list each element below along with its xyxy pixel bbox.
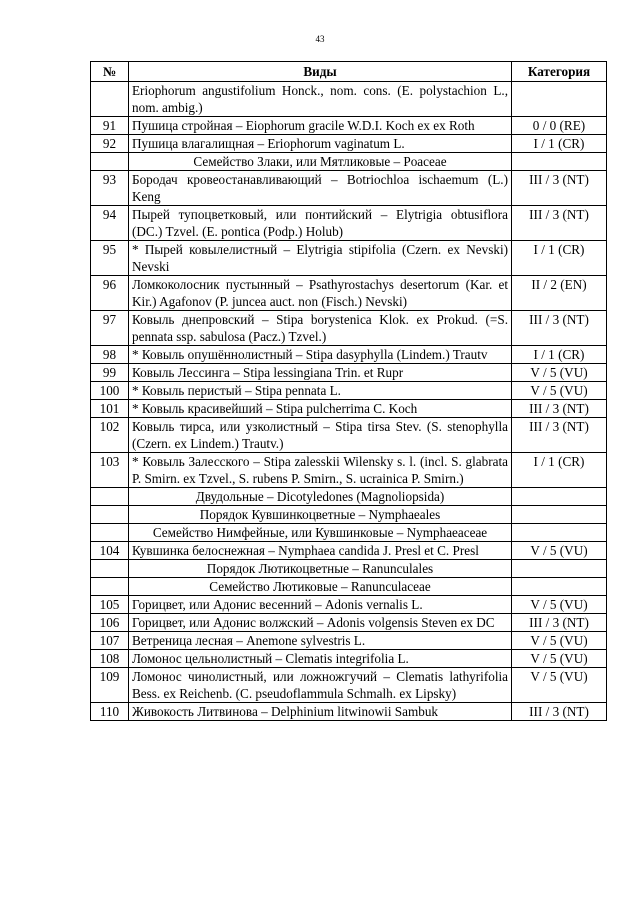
species-name: * Ковыль Залесского – Stipa zalesskii Wilensky s. l. (incl. S. glabrata P. Smirn. ex Tzvel., S. rubens P. Smirn., S. ucrainica P. Smirn.) xyxy=(129,453,512,488)
row-number: 92 xyxy=(91,135,129,153)
table-row xyxy=(91,400,607,418)
table-row xyxy=(91,117,607,135)
species-name: Ковыль тирса, или узколистный – Stipa tirsa Stev. (S. stenophylla (Czern. ex Lindem.) Trautv.) xyxy=(129,418,512,453)
category-value: II / 2 (EN) xyxy=(512,276,607,311)
header-species: Виды xyxy=(129,62,512,82)
section-title: Семейство Нимфейные, или Кувшинковые – Nymphaeaceae xyxy=(129,524,512,542)
row-number: 100 xyxy=(91,382,129,400)
section-empty-cell xyxy=(512,578,607,596)
row-number: 104 xyxy=(91,542,129,560)
section-title: Семейство Злаки, или Мятликовые – Poaceae xyxy=(129,153,512,171)
row-number: 109 xyxy=(91,668,129,703)
species-name: Ломонос чинолистный, или ложножгучий – Clematis lathyrifolia Bess. ex Reichenb. (C. pseudoflammula Schmalh. ex Lipsky) xyxy=(129,668,512,703)
category-value: V / 5 (VU) xyxy=(512,596,607,614)
category-value: V / 5 (VU) xyxy=(512,364,607,382)
category-value: 0 / 0 (RE) xyxy=(512,117,607,135)
species-name: * Ковыль опушённолистный – Stipa dasyphylla (Lindem.) Trautv xyxy=(129,346,512,364)
species-name: * Пырей ковылелистный – Elytrigia stipifolia (Czern. ex Nevski) Nevski xyxy=(129,241,512,276)
table-row xyxy=(91,418,607,453)
table-row xyxy=(91,311,607,346)
species-name: Ломонос цельнолистный – Clematis integrifolia L. xyxy=(129,650,512,668)
row-number: 99 xyxy=(91,364,129,382)
category-value: V / 5 (VU) xyxy=(512,542,607,560)
species-name: Ломкоколосник пустынный – Psathyrostachys desertorum (Kar. et Kir.) Agafonov (P. juncea auct. non (Fisch.) Nevski) xyxy=(129,276,512,311)
category-value: V / 5 (VU) xyxy=(512,650,607,668)
section-row xyxy=(91,560,607,578)
table-row xyxy=(91,241,607,276)
section-title: Двудольные – Dicotyledones (Magnoliopsida) xyxy=(129,488,512,506)
section-empty-cell xyxy=(512,488,607,506)
section-empty-cell xyxy=(91,560,129,578)
row-number: 108 xyxy=(91,650,129,668)
species-table xyxy=(90,61,607,721)
category-value: III / 3 (NT) xyxy=(512,206,607,241)
row-number: 94 xyxy=(91,206,129,241)
table-row xyxy=(91,596,607,614)
row-number: 93 xyxy=(91,171,129,206)
row-number: 101 xyxy=(91,400,129,418)
category-value: III / 3 (NT) xyxy=(512,418,607,453)
section-empty-cell xyxy=(91,524,129,542)
section-row xyxy=(91,578,607,596)
row-number: 105 xyxy=(91,596,129,614)
species-name: Пушица стройная – Eiophorum gracile W.D.I. Koch ex ex Roth xyxy=(129,117,512,135)
category-value: III / 3 (NT) xyxy=(512,171,607,206)
species-name: Горицвет, или Адонис волжский – Adonis volgensis Steven ex DC xyxy=(129,614,512,632)
category-value: I / 1 (CR) xyxy=(512,135,607,153)
section-title: Семейство Лютиковые – Ranunculaceae xyxy=(129,578,512,596)
table-row xyxy=(91,382,607,400)
table-row xyxy=(91,668,607,703)
category-value: V / 5 (VU) xyxy=(512,668,607,703)
section-row xyxy=(91,153,607,171)
species-name: Пырей тупоцветковый, или понтийский – Elytrigia obtusiflora (DC.) Tzvel. (E. pontica (Podp.) Holub) xyxy=(129,206,512,241)
species-name: * Ковыль красивейший – Stipa pulcherrima C. Koch xyxy=(129,400,512,418)
species-name: Бородач кровеостанавливающий – Botriochloa ischaemum (L.) Keng xyxy=(129,171,512,206)
row-number: 102 xyxy=(91,418,129,453)
species-name: Eriophorum angustifolium Honck., nom. cons. (E. polystachion L., nom. ambig.) xyxy=(129,82,512,117)
category-value: V / 5 (VU) xyxy=(512,382,607,400)
row-number: 110 xyxy=(91,703,129,721)
category-value: I / 1 (CR) xyxy=(512,346,607,364)
table-row xyxy=(91,135,607,153)
row-number xyxy=(91,82,129,117)
table-row xyxy=(91,346,607,364)
species-name: Ковыль Лессинга – Stipa lessingiana Trin. et Rupr xyxy=(129,364,512,382)
category-value: V / 5 (VU) xyxy=(512,632,607,650)
table-body xyxy=(91,82,607,721)
row-number: 107 xyxy=(91,632,129,650)
table-row xyxy=(91,453,607,488)
species-name: Ветреница лесная – Anemone sylvestris L. xyxy=(129,632,512,650)
table-row xyxy=(91,650,607,668)
category-value: I / 1 (CR) xyxy=(512,241,607,276)
page-number: 43 xyxy=(315,34,325,44)
category-value: III / 3 (NT) xyxy=(512,311,607,346)
section-row xyxy=(91,506,607,524)
table-row xyxy=(91,614,607,632)
header-num: № xyxy=(91,62,129,82)
row-number: 91 xyxy=(91,117,129,135)
species-name: Горицвет, или Адонис весенний – Adonis vernalis L. xyxy=(129,596,512,614)
table-row xyxy=(91,632,607,650)
section-empty-cell xyxy=(512,524,607,542)
section-empty-cell xyxy=(91,153,129,171)
category-value: III / 3 (NT) xyxy=(512,703,607,721)
row-number: 106 xyxy=(91,614,129,632)
table-row xyxy=(91,276,607,311)
header-category: Категория xyxy=(512,62,607,82)
row-number: 95 xyxy=(91,241,129,276)
section-empty-cell xyxy=(91,506,129,524)
row-number: 103 xyxy=(91,453,129,488)
table-row xyxy=(91,82,607,117)
category-value: III / 3 (NT) xyxy=(512,614,607,632)
section-empty-cell xyxy=(512,560,607,578)
table-row xyxy=(91,364,607,382)
section-title: Порядок Лютикоцветные – Ranunculales xyxy=(129,560,512,578)
table-row xyxy=(91,206,607,241)
section-row xyxy=(91,524,607,542)
table-header-row xyxy=(91,62,607,82)
row-number: 96 xyxy=(91,276,129,311)
section-title: Порядок Кувшинкоцветные – Nymphaeales xyxy=(129,506,512,524)
section-empty-cell xyxy=(512,506,607,524)
section-empty-cell xyxy=(91,488,129,506)
species-name: * Ковыль перистый – Stipa pennata L. xyxy=(129,382,512,400)
table-row xyxy=(91,171,607,206)
table-row xyxy=(91,703,607,721)
section-empty-cell xyxy=(91,578,129,596)
row-number: 97 xyxy=(91,311,129,346)
table-row xyxy=(91,542,607,560)
category-value xyxy=(512,82,607,117)
row-number: 98 xyxy=(91,346,129,364)
species-name: Живокость Литвинова – Delphinium litwinowii Sambuk xyxy=(129,703,512,721)
section-empty-cell xyxy=(512,153,607,171)
section-row xyxy=(91,488,607,506)
species-name: Ковыль днепровский – Stipa borystenica Klok. ex Prokud. (=S. pennata ssp. sabulosa (Pacz.) Tzvel.) xyxy=(129,311,512,346)
category-value: III / 3 (NT) xyxy=(512,400,607,418)
species-name: Пушица влагалищная – Eriophorum vaginatum L. xyxy=(129,135,512,153)
category-value: I / 1 (CR) xyxy=(512,453,607,488)
species-name: Кувшинка белоснежная – Nymphaea candida J. Presl et C. Presl xyxy=(129,542,512,560)
